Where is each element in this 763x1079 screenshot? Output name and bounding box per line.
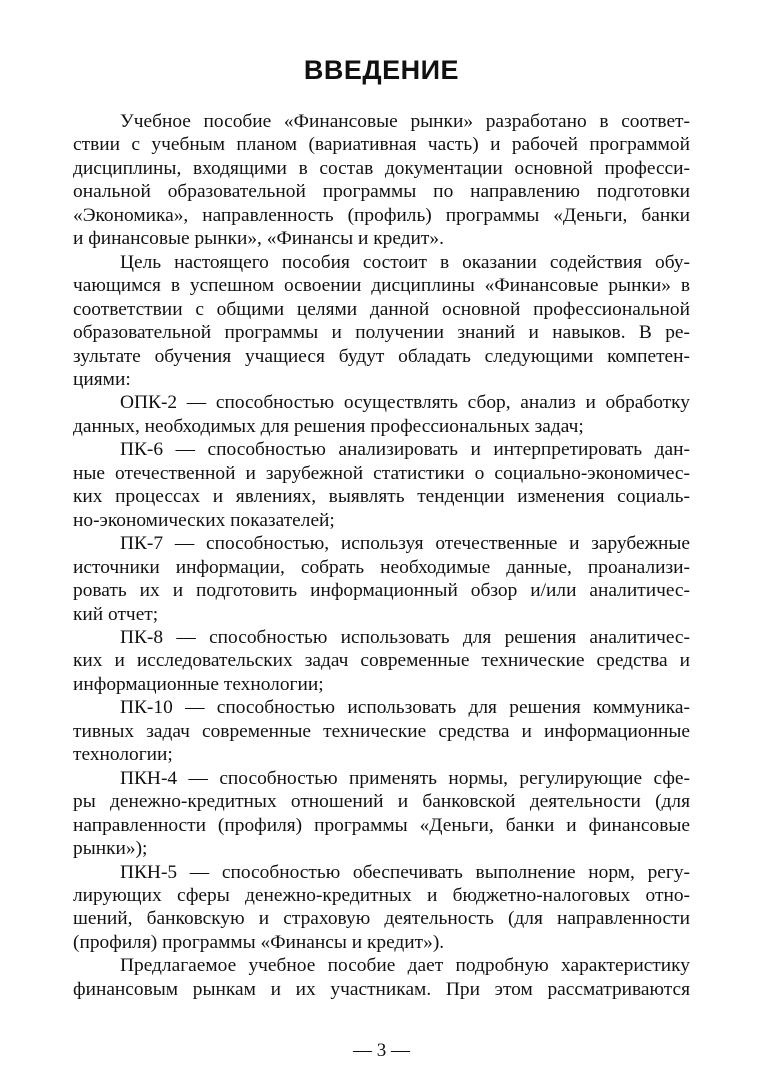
paragraph	[73, 438, 690, 532]
text-line: рынки»);	[73, 838, 148, 860]
text-line: ких и исследовательских задач современные технические средства и	[73, 650, 690, 672]
text-line: Предлагаемое учебное пособие дает подробную характеристику	[120, 955, 690, 977]
paragraph	[73, 391, 690, 438]
paragraph	[73, 767, 690, 861]
text-line: тивных задач современные технические средства и информационные	[73, 720, 690, 742]
text-line: кий отчет;	[73, 603, 159, 625]
text-line: Цель настоящего пособия состоит в оказании содействия обу-	[120, 251, 690, 273]
paragraph	[73, 626, 690, 696]
text-line: ональной образовательной программы по направлению подготовки	[73, 181, 690, 203]
text-line: ровать их и подготовить информационный обзор и/или аналитичес-	[73, 580, 690, 602]
text-line: ПКН-5 — способностью обеспечивать выполнение норм, регу-	[120, 861, 690, 883]
text-line: ПК-7 — способностью, используя отечественные и зарубежные	[120, 533, 690, 555]
page-number: — 3 —	[353, 1040, 410, 1061]
paragraph	[73, 696, 690, 766]
text-line: ких процессах и явлениях, выявлять тенденции изменения социаль-	[73, 486, 690, 508]
paragraph	[73, 954, 690, 1001]
text-line: ПК-8 — способностью использовать для решения аналитичес-	[120, 626, 690, 648]
text-line: соответствии с общими целями данной основной профессиональной	[73, 298, 690, 320]
paragraph	[73, 251, 690, 392]
paragraph	[73, 861, 690, 955]
text-line: циями:	[73, 368, 131, 390]
text-line: технологии;	[73, 744, 173, 766]
paragraph	[73, 532, 690, 626]
text-line: ные отечественной и зарубежной статистики о социально-экономичес-	[73, 462, 690, 484]
text-line: зультате обучения учащиеся будут обладать следующими компетен-	[73, 345, 690, 367]
text-line: финансовым рынкам и их участникам. При этом рассматриваются	[73, 978, 690, 1000]
paragraph	[73, 110, 690, 251]
text-line: данных, необходимых для решения профессиональных задач;	[73, 415, 584, 437]
text-line: ПК-6 — способностью анализировать и интерпретировать дан-	[120, 439, 690, 461]
page-title: ВВЕДЕНИЕ	[303, 55, 460, 85]
text-line: ствии с учебным планом (вариативная часть) и рабочей программой	[73, 134, 690, 156]
text-line: дисциплины, входящими в состав документации основной професси-	[73, 157, 690, 179]
text-line: ОПК-2 — способностью осуществлять сбор, анализ и обработку	[120, 392, 690, 414]
text-line: но-экономических показателей;	[73, 509, 335, 531]
text-line: (профиля) программы «Финансы и кредит»).	[73, 931, 445, 953]
text-line: образовательной программы и получении знаний и навыков. В ре-	[73, 322, 690, 344]
text-line: направленности (профиля) программы «Деньги, банки и финансовые	[73, 814, 690, 836]
text-line: лирующих сферы денежно-кредитных и бюджетно-налоговых отно-	[73, 884, 690, 906]
text-line: ры денежно-кредитных отношений и банковской деятельности (для	[73, 791, 690, 813]
text-line: ПКН-4 — способностью применять нормы, регулирующие сфе-	[120, 767, 690, 789]
text-line: и финансовые рынки», «Финансы и кредит».	[73, 228, 444, 250]
text-line: источники информации, собрать необходимые данные, проанализи-	[73, 556, 690, 578]
text-line: «Экономика», направленность (профиль) программы «Деньги, банки	[73, 204, 690, 226]
text-line: Учебное пособие «Финансовые рынки» разработано в соответ-	[120, 111, 690, 132]
text-line: ПК-10 — способностью использовать для решения коммуника-	[120, 697, 690, 719]
text-line: чающимся в успешном освоении дисциплины «Финансовые рынки» в	[73, 275, 690, 297]
text-line: шений, банковскую и страховую деятельность (для направленности	[73, 908, 690, 930]
text-line: информационные технологии;	[73, 673, 324, 695]
body-text	[73, 110, 690, 1001]
